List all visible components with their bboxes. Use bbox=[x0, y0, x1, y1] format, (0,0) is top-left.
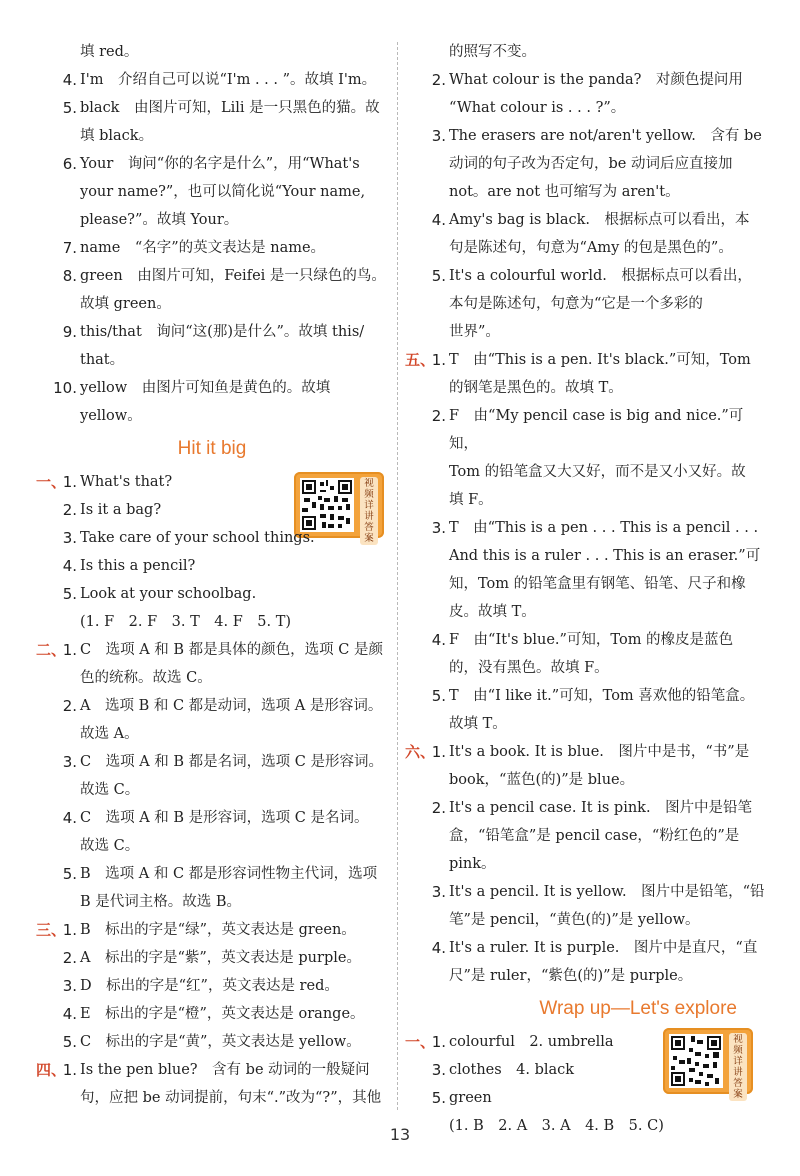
answer-line: 故选 C。 bbox=[80, 838, 140, 854]
answer-line: 2. It's a pencil case. It is pink. 图片中是铅笔 bbox=[431, 799, 753, 817]
answer-line: 4. C 选项 A 和 B 是形容词，选项 C 是名词。 bbox=[62, 809, 369, 827]
answer-line: 7. name “名字”的英文表达是 name。 bbox=[62, 239, 326, 257]
answer-line: 3. clothes 4. black bbox=[431, 1061, 575, 1079]
answer-line: please?”。故填 Your。 bbox=[80, 212, 239, 228]
section-heading-wrap-up: Wrap up—Let's explore bbox=[539, 998, 737, 1019]
answer-line: 2. What colour is the panda? 对颜色提问用 bbox=[431, 71, 743, 89]
answer-line: 3. The erasers are not/aren't yellow. 含有 be bbox=[431, 127, 762, 145]
answer-line: 色的统称。故选 C。 bbox=[80, 670, 212, 686]
section-3 bbox=[36, 916, 388, 1056]
answer-line: 2. A 选项 B 和 C 都是动词，选项 A 是形容词。 bbox=[62, 697, 383, 715]
answer-line: 2. A 标出的字是“紫”，英文表达是 purple。 bbox=[62, 949, 361, 967]
answer-line: your name?”，也可以简化说“Your name, bbox=[80, 184, 366, 200]
answer-key: (1. B 2. A 3. A 4. B 5. C) bbox=[449, 1118, 664, 1134]
answer-line: book，“蓝色(的)”是 blue。 bbox=[449, 772, 635, 788]
qr-code-label: 视频详讲答案 bbox=[729, 1033, 747, 1101]
answer-line: 5. It's a colourful world. 根据标点可以看出， bbox=[431, 267, 752, 285]
answer-line: that。 bbox=[80, 352, 125, 368]
answer-line: 皮。故填 T。 bbox=[449, 604, 536, 620]
answer-line: 世界”。 bbox=[449, 324, 500, 340]
section-mark: 一、 bbox=[405, 1033, 436, 1051]
answer-line: 的照写不变。 bbox=[449, 44, 536, 60]
answer-line: 4. It's a ruler. It is purple. 图片中是直尺，“直 bbox=[431, 939, 758, 957]
section-mark: 一、 bbox=[36, 473, 67, 491]
answer-line: 10. yellow 由图片可知鱼是黄色的。故填 bbox=[53, 379, 331, 397]
answer-line: not。are not 也可缩写为 aren't。 bbox=[449, 184, 680, 200]
section-heading-hit-it-big: Hit it big bbox=[177, 438, 247, 459]
answer-line: 9. this/that 询问“这(那)是什么”。故填 this/ bbox=[62, 323, 365, 341]
section-mark: 五、 bbox=[405, 351, 436, 369]
answer-line: 4. Amy's bag is black. 根据标点可以看出，本 bbox=[431, 211, 750, 229]
answer-line: 动词的句子改为否定句，be 动词后应直接加 bbox=[449, 156, 733, 172]
answer-line: 3. It's a pencil. It is yellow. 图片中是铅笔，“铅 bbox=[431, 883, 765, 901]
answer-line: 4. E 标出的字是“橙”，英文表达是 orange。 bbox=[62, 1005, 365, 1023]
answer-line: 三、 1. B 标出的字是“绿”，英文表达是 green。 bbox=[36, 916, 388, 944]
section-7 bbox=[405, 1028, 767, 1140]
answer-line: 四、 1. Is the pen blue? 含有 be 动词的一般疑问 bbox=[36, 1056, 388, 1084]
section-mark: 三、 bbox=[36, 921, 67, 939]
answer-line: 故填 T。 bbox=[449, 716, 507, 732]
qr-code-label: 视频详讲答案 bbox=[360, 477, 378, 545]
section-mark: 四、 bbox=[36, 1061, 67, 1079]
answer-line: 一、 1. colourful 2. umbrella bbox=[405, 1028, 767, 1056]
answer-line: 5. green bbox=[431, 1089, 492, 1107]
answer-line: 8. green 由图片可知，Feifei 是一只绿色的鸟。 bbox=[62, 267, 386, 285]
answer-line: 故选 A。 bbox=[80, 726, 139, 742]
answer-line: 6. Your 询问“你的名字是什么”，用“What's bbox=[62, 155, 360, 173]
section-5 bbox=[405, 346, 767, 738]
answer-line: 4. F 由“It's blue.”可知，Tom 的橡皮是蓝色 bbox=[431, 631, 734, 649]
answer-line: 知，Tom 的铅笔盒里有钢笔、铅笔、尺子和橡 bbox=[449, 576, 746, 592]
answer-line: 盒，“铅笔盒”是 pencil case，“粉红色的”是 bbox=[449, 828, 740, 844]
left-column bbox=[36, 38, 388, 1112]
answer-line: “What colour is . . . ?”。 bbox=[449, 100, 626, 116]
column-divider bbox=[397, 42, 398, 1110]
answer-line: 4. I'm 介绍自己可以说“I'm . . . ”。故填 I'm。 bbox=[62, 71, 377, 89]
answer-line: 填 black。 bbox=[80, 128, 154, 144]
answer-line: 六、 1. It's a book. It is blue. 图片中是书，“书”是 bbox=[405, 738, 767, 766]
section-mark: 二、 bbox=[36, 641, 67, 659]
section-mark: 六、 bbox=[405, 743, 436, 761]
answer-line: 3. C 选项 A 和 B 都是名词，选项 C 是形容词。 bbox=[62, 753, 383, 771]
section-6 bbox=[405, 738, 767, 990]
answer-line: 5. T 由“I like it.”可知，Tom 喜欢他的铅笔盒。 bbox=[431, 687, 755, 705]
answer-line: 的钢笔是黑色的。故填 T。 bbox=[449, 380, 623, 396]
answer-line: Tom 的铅笔盒又大又好，而不是又小又好。故 bbox=[449, 464, 746, 480]
answer-line: 4. Is this a pencil? bbox=[62, 557, 196, 575]
answer-line: 5. B 选项 A 和 C 都是形容词性物主代词，选项 bbox=[62, 865, 378, 883]
right-column bbox=[405, 38, 767, 1140]
answer-line: 故选 C。 bbox=[80, 782, 140, 798]
left-intro-list bbox=[36, 38, 388, 430]
answer-line: 3. Take care of your school things. bbox=[62, 529, 315, 547]
answer-line: 3. T 由“This is a pen . . . This is a pencil . . . bbox=[431, 519, 759, 537]
answer-line: yellow。 bbox=[80, 408, 142, 424]
answer-line: 笔”是 pencil，“黄色(的)”是 yellow。 bbox=[449, 912, 700, 928]
answer-line: 本句是陈述句，句意为“它是一个多彩的 bbox=[449, 296, 703, 312]
answer-line: B 是代词主格。故选 B。 bbox=[80, 894, 242, 910]
answer-line: 填 F。 bbox=[449, 492, 493, 508]
answer-line: 5. C 标出的字是“黄”，英文表达是 yellow。 bbox=[62, 1033, 361, 1051]
answer-line: 一、 1. What's that? bbox=[36, 468, 388, 496]
answer-line: 五、 1. T 由“This is a pen. It's black.”可知，Tom bbox=[405, 346, 767, 374]
answer-line: 句，应把 be 动词提前，句末“.”改为“?”，其他 bbox=[80, 1090, 382, 1106]
answer-key: (1. F 2. F 3. T 4. F 5. T) bbox=[80, 614, 292, 630]
answer-line: 5. Look at your schoolbag. bbox=[62, 585, 257, 603]
page-number: 13 bbox=[389, 1125, 411, 1144]
answer-line: 5. black 由图片可知，Lili 是一只黑色的猫。故 bbox=[62, 99, 380, 117]
answer-line: 2. F 由“My pencil case is big and nice.”可知， bbox=[431, 407, 744, 452]
answer-line: And this is a ruler . . . This is an eraser.”可 bbox=[449, 548, 761, 564]
answer-line: 的，没有黑色。故填 F。 bbox=[449, 660, 609, 676]
answer-line: 3. D 标出的字是“红”，英文表达是 red。 bbox=[62, 977, 339, 995]
answer-line: 尺”是 ruler，“紫色(的)”是 purple。 bbox=[449, 968, 693, 984]
answer-line: 填 red。 bbox=[80, 44, 139, 60]
answer-line: 二、 1. C 选项 A 和 B 都是具体的颜色，选项 C 是颜 bbox=[36, 636, 388, 664]
section-1 bbox=[36, 468, 388, 636]
right-intro-list bbox=[405, 38, 767, 346]
answer-line: 故填 green。 bbox=[80, 296, 171, 312]
section-4 bbox=[36, 1056, 388, 1112]
answer-line: pink。 bbox=[449, 856, 496, 872]
answer-line: 2. Is it a bag? bbox=[62, 501, 162, 519]
answer-line: 句是陈述句，句意为“Amy 的包是黑色的”。 bbox=[449, 240, 733, 256]
section-2 bbox=[36, 636, 388, 916]
